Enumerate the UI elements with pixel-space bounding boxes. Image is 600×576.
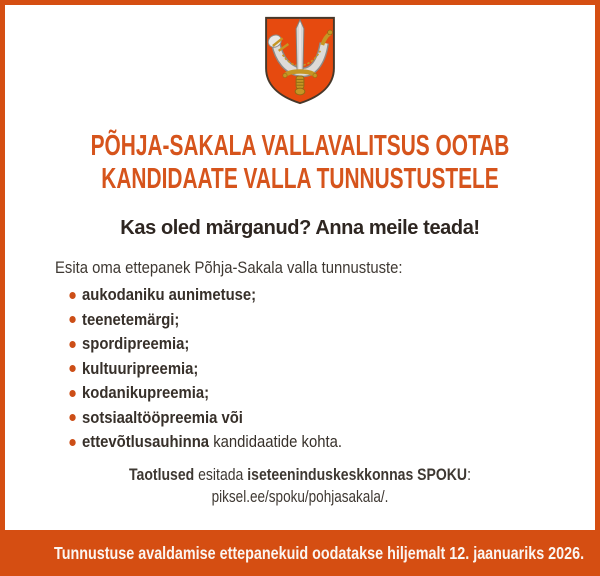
- submission-info: [5, 464, 595, 509]
- bullet-icon: [69, 341, 75, 348]
- award-name: aukodaniku aunimetuse;: [82, 286, 257, 304]
- submit-bold-1: Taotlused: [129, 465, 195, 484]
- award-name: teenetemärgi;: [82, 310, 180, 329]
- submit-normal-1: esitada: [194, 465, 248, 484]
- submit-bold-2: iseteeninduskeskkonnas SPOKU: [247, 465, 468, 484]
- deadline-banner: [0, 530, 600, 576]
- bullet-icon: [69, 365, 75, 372]
- list-item: [55, 283, 600, 308]
- subtitle: Kas oled märganud? Anna meile teada!: [120, 217, 480, 239]
- list-item: [55, 332, 600, 357]
- award-rest: kandidaatide kohta.: [209, 433, 343, 451]
- coat-of-arms-icon: [261, 14, 339, 107]
- spoku-url: piksel.ee/spoku/pohjasakala/.: [211, 488, 389, 506]
- list-item: [55, 430, 600, 455]
- award-name: sotsiaaltööpreemia või: [82, 408, 243, 427]
- bullet-icon: [69, 414, 75, 421]
- bullet-icon: [69, 390, 75, 397]
- body-section: [55, 257, 600, 455]
- awards-list: [55, 283, 600, 455]
- list-item: [55, 357, 600, 382]
- submission-line: [49, 464, 551, 487]
- deadline-text: Tunnustuse avaldamise ettepanekuid oodatakse hiljemalt 12. jaanuariks 2026.: [54, 543, 585, 563]
- award-name: kodanikupreemia;: [82, 384, 210, 402]
- list-item: [55, 406, 600, 431]
- submit-colon: :: [467, 465, 471, 484]
- award-name: spordipreemia;: [82, 335, 190, 353]
- title-line-1: PÕHJA-SAKALA VALLAVALITSUS OOTAB: [90, 130, 510, 162]
- bullet-icon: [69, 292, 75, 299]
- bullet-icon: [69, 316, 75, 323]
- list-item: [55, 381, 600, 406]
- bullet-icon: [69, 439, 75, 446]
- intro-line: Esita oma ettepanek Põhja-Sakala valla tunnustuste:: [55, 259, 403, 277]
- page-title: [5, 130, 595, 196]
- list-item: [55, 308, 600, 333]
- award-name: ettevõtlusauhinna: [82, 433, 210, 451]
- award-name: kultuuripreemia;: [82, 359, 199, 378]
- title-line-2: KANDIDAATE VALLA TUNNUSTUSTELE: [101, 163, 499, 195]
